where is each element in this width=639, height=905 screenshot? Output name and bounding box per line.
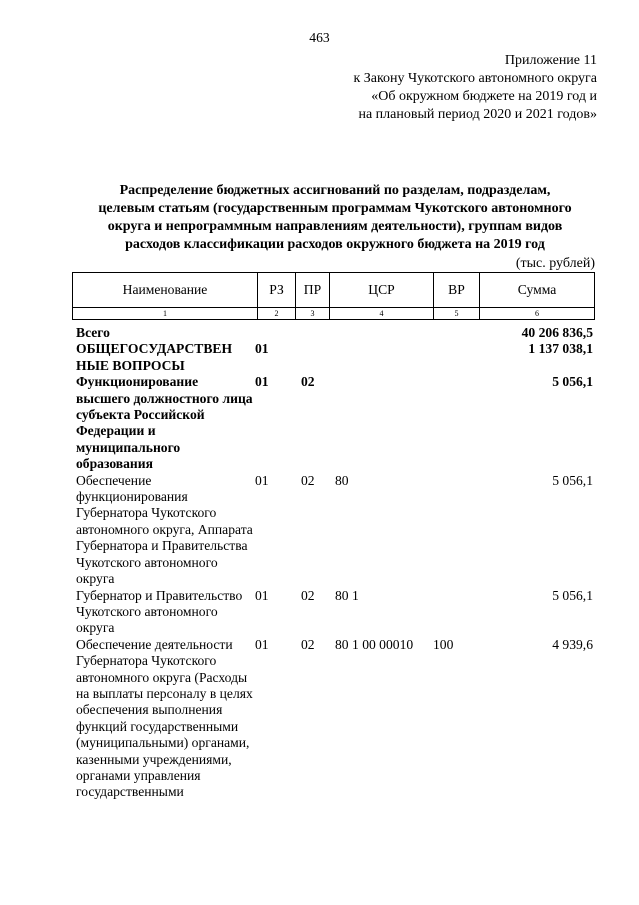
row-pr: 02	[301, 636, 315, 652]
table-row	[72, 637, 595, 801]
col-number: 2	[258, 308, 296, 320]
row-rz	[255, 325, 295, 341]
col-number: 1	[73, 308, 258, 320]
row-vr	[433, 341, 485, 374]
row-sum: 5 056,1	[552, 587, 593, 603]
budget-table	[72, 325, 595, 801]
row-vr	[433, 588, 485, 637]
title-line: целевым статьям (государственным программам Чукотского автономного	[98, 201, 572, 216]
col-number: 3	[296, 308, 330, 320]
row-vr: 100	[433, 636, 454, 652]
header-pr: ПР	[296, 273, 330, 308]
row-name: Обеспечение деятельности Губернатора Чукотского автономного округа (Расходы на выплаты персоналу в целях обеспечения выполнения функций государственными (муниципальными) органами, казенными учреждениями, органами управления государственными	[76, 636, 253, 800]
row-csr: 80 1 00 00010	[335, 636, 414, 652]
row-csr	[329, 341, 433, 374]
row-vr	[433, 325, 485, 341]
header-rz: РЗ	[258, 273, 296, 308]
row-name: Всего	[76, 325, 110, 340]
row-name: ОБЩЕГОСУДАРСТВЕН НЫЕ ВОПРОСЫ	[76, 341, 233, 373]
row-csr	[329, 325, 433, 341]
table-row	[72, 473, 595, 588]
header-vr: ВР	[434, 273, 480, 308]
row-vr	[433, 473, 485, 588]
appendix-header	[353, 52, 597, 124]
row-rz: 01	[255, 374, 269, 390]
col-number: 5	[434, 308, 480, 320]
title-line: расходов классификации расходов окружного бюджета на 2019 год	[125, 237, 545, 252]
header-csr: ЦСР	[330, 273, 434, 308]
row-csr	[329, 374, 433, 472]
appendix-line: на плановый период 2020 и 2021 годов»	[358, 107, 597, 122]
row-sum: 1 137 038,1	[528, 341, 593, 357]
table-row	[72, 325, 595, 341]
table-row	[72, 588, 595, 637]
row-rz: 01	[255, 341, 269, 357]
row-sum: 4 939,6	[552, 636, 593, 652]
row-name: Обеспечение функционирования Губернатора Чукотского автономного округа, Аппарата Губернатора и Правительства Чукотского автономного округа	[76, 472, 253, 587]
table-header	[72, 272, 595, 320]
row-csr: 80 1	[335, 587, 359, 603]
col-number: 4	[330, 308, 434, 320]
row-pr: 02	[301, 472, 315, 488]
document-title	[60, 182, 610, 254]
table-row	[72, 341, 595, 374]
row-rz: 01	[255, 636, 269, 652]
header-name: Наименование	[73, 273, 258, 308]
appendix-line: Приложение 11	[504, 53, 597, 68]
header-sum: Сумма	[480, 273, 595, 308]
title-line: округа и непрограммным направлениям деятельности), группам видов	[107, 219, 563, 234]
header-row	[73, 273, 595, 308]
row-pr: 02	[301, 587, 315, 603]
row-name: Функционирование высшего должностного лица субъекта Российской Федерации и муниципального образования	[76, 374, 253, 472]
appendix-line: «Об окружном бюджете на 2019 год и	[371, 89, 597, 104]
row-sum: 40 206 836,5	[521, 325, 593, 340]
table-row	[72, 374, 595, 472]
row-pr: 02	[301, 374, 315, 390]
row-sum: 5 056,1	[552, 472, 593, 488]
row-vr	[433, 374, 485, 472]
row-csr: 80	[335, 472, 349, 488]
row-pr	[295, 341, 329, 374]
row-pr	[295, 325, 329, 341]
units-label: (тыс. рублей)	[515, 256, 595, 271]
row-rz: 01	[255, 472, 269, 488]
column-number-row	[73, 308, 595, 320]
row-rz: 01	[255, 587, 269, 603]
col-number: 6	[480, 308, 595, 320]
row-name: Губернатор и Правительство Чукотского автономного округа	[76, 587, 243, 636]
title-line: Распределение бюджетных ассигнований по разделам, подразделам,	[119, 183, 551, 198]
appendix-line: к Закону Чукотского автономного округа	[353, 71, 597, 86]
page-number: 463	[309, 30, 330, 45]
row-sum: 5 056,1	[552, 374, 593, 390]
